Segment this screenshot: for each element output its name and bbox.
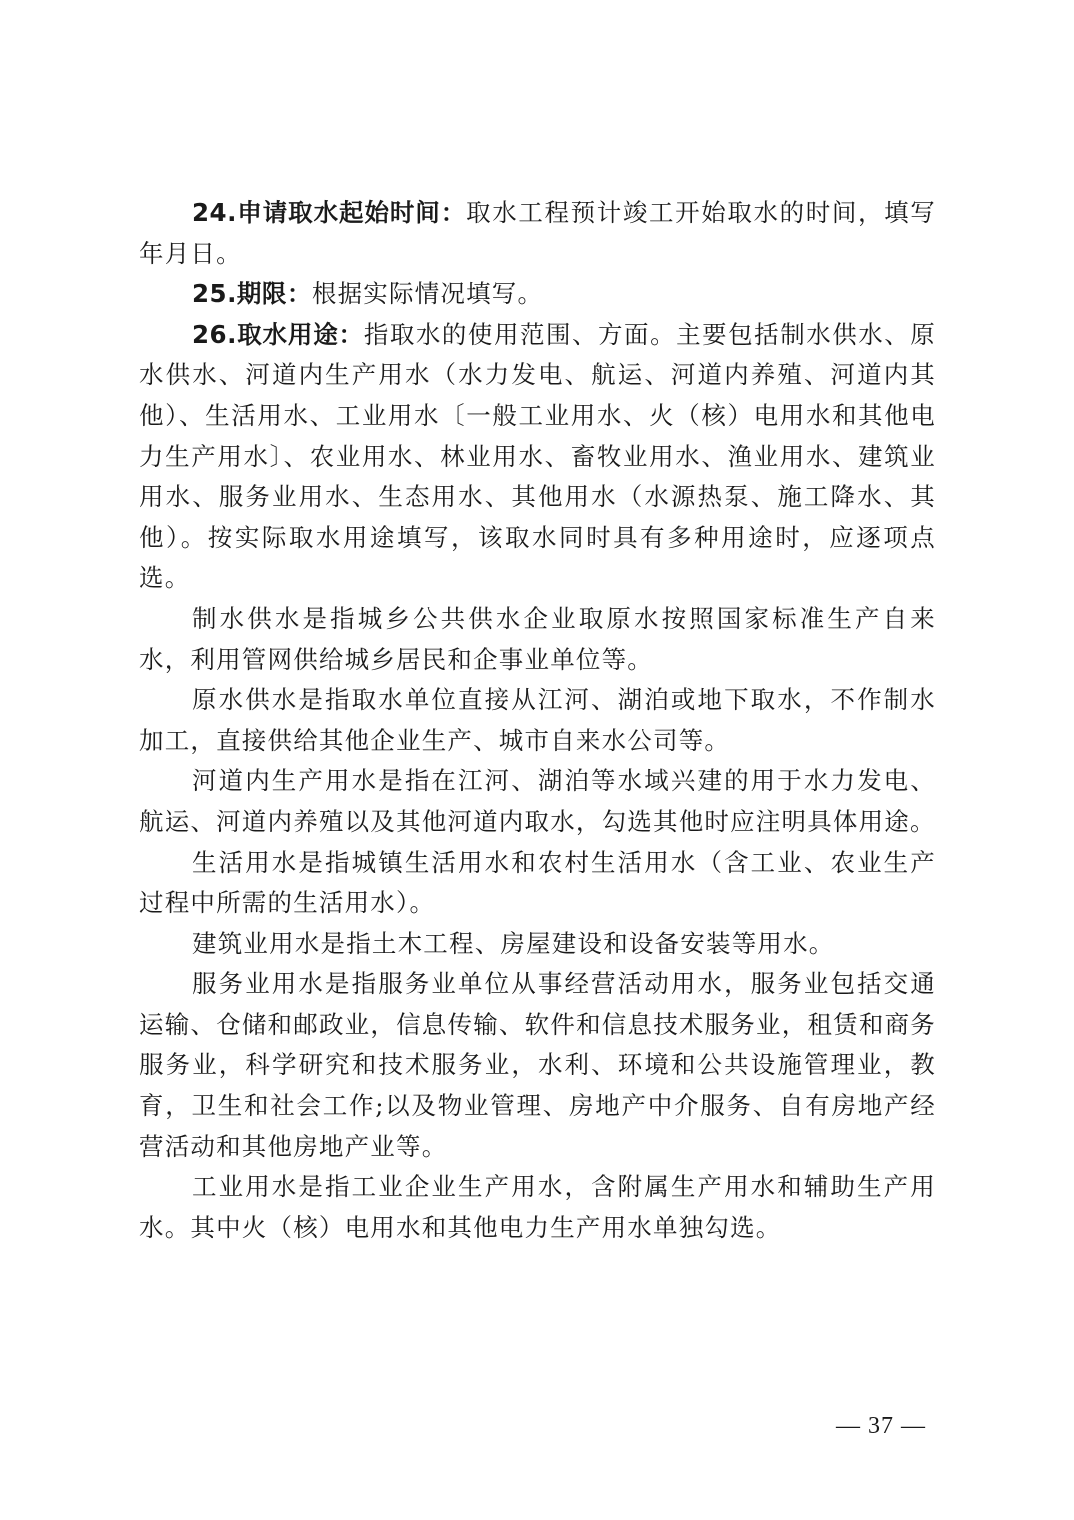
document-body [139,193,936,1248]
definition-in-river-production-water: 河道内生产用水是指在江河、湖泊等水域兴建的用于水力发电、航运、河道内养殖以及其他河道内取水，勾选其他时应注明具体用途。 [139,766,936,836]
definition-water-production-supply: 制水供水是指城乡公共供水企业取原水按照国家标准生产自来水，利用管网供给城乡居民和企事业单位等。 [139,603,936,674]
item-24-paragraph [139,193,936,274]
definition-domestic-water: 生活用水是指城镇生活用水和农村生活用水（含工业、农业生产过程中所需的生活用水）。 [139,847,936,918]
item-25-heading: 25.期限： [192,279,312,309]
item-24-heading: 24.申请取水起始时间： [192,198,467,227]
item-25-text: 根据实际情况填写。 [311,279,544,309]
definition-service-industry-water: 服务业用水是指服务业单位从事经营活动用水，服务业包括交通运输、仓储和邮政业，信息传输、软件和信息技术服务业，租赁和商务服务业，科学研究和技术服务业，水利、环境和公共设施管理业，教育，卫生和社会工作;以及物业管理、房地产中介服务、自有房地产经营活动和其他房地产业等。 [139,969,936,1161]
item-26-heading: 26.取水用途： [192,319,364,349]
page-number: — 37 — [836,1413,926,1439]
item-24-text: 取水工程预计竣工开始取水的时间，填写年月日。 [139,198,936,268]
item-25-paragraph [139,274,936,315]
definition-industrial-water: 工业用水是指工业企业生产用水，含附属生产用水和辅助生产用水。其中火（核）电用水和其他电力生产用水单独勾选。 [139,1172,936,1242]
item-26-paragraph [139,315,936,599]
item-26-text: 指取水的使用范围、方面。主要包括制水供水、原水供水、河道内生产用水（水力发电、航运、河道内养殖、河道内其他）、生活用水、工业用水〔一般工业用水、火（核）电用水和其他电力生产用水〕、农业用水、林业用水、畜牧业用水、渔业用水、建筑业用水、服务业用水、生态用水、其他用水（水源热泵、施工降水、其他）。按实际取水用途填写，该取水同时具有多种用途时，应逐项点选。 [139,319,936,593]
definition-construction-water: 建筑业用水是指土木工程、房屋建设和设备安装等用水。 [192,928,835,958]
definition-raw-water-supply: 原水供水是指取水单位直接从江河、湖泊或地下取水，不作制水加工，直接供给其他企业生产、城市自来水公司等。 [139,685,936,755]
